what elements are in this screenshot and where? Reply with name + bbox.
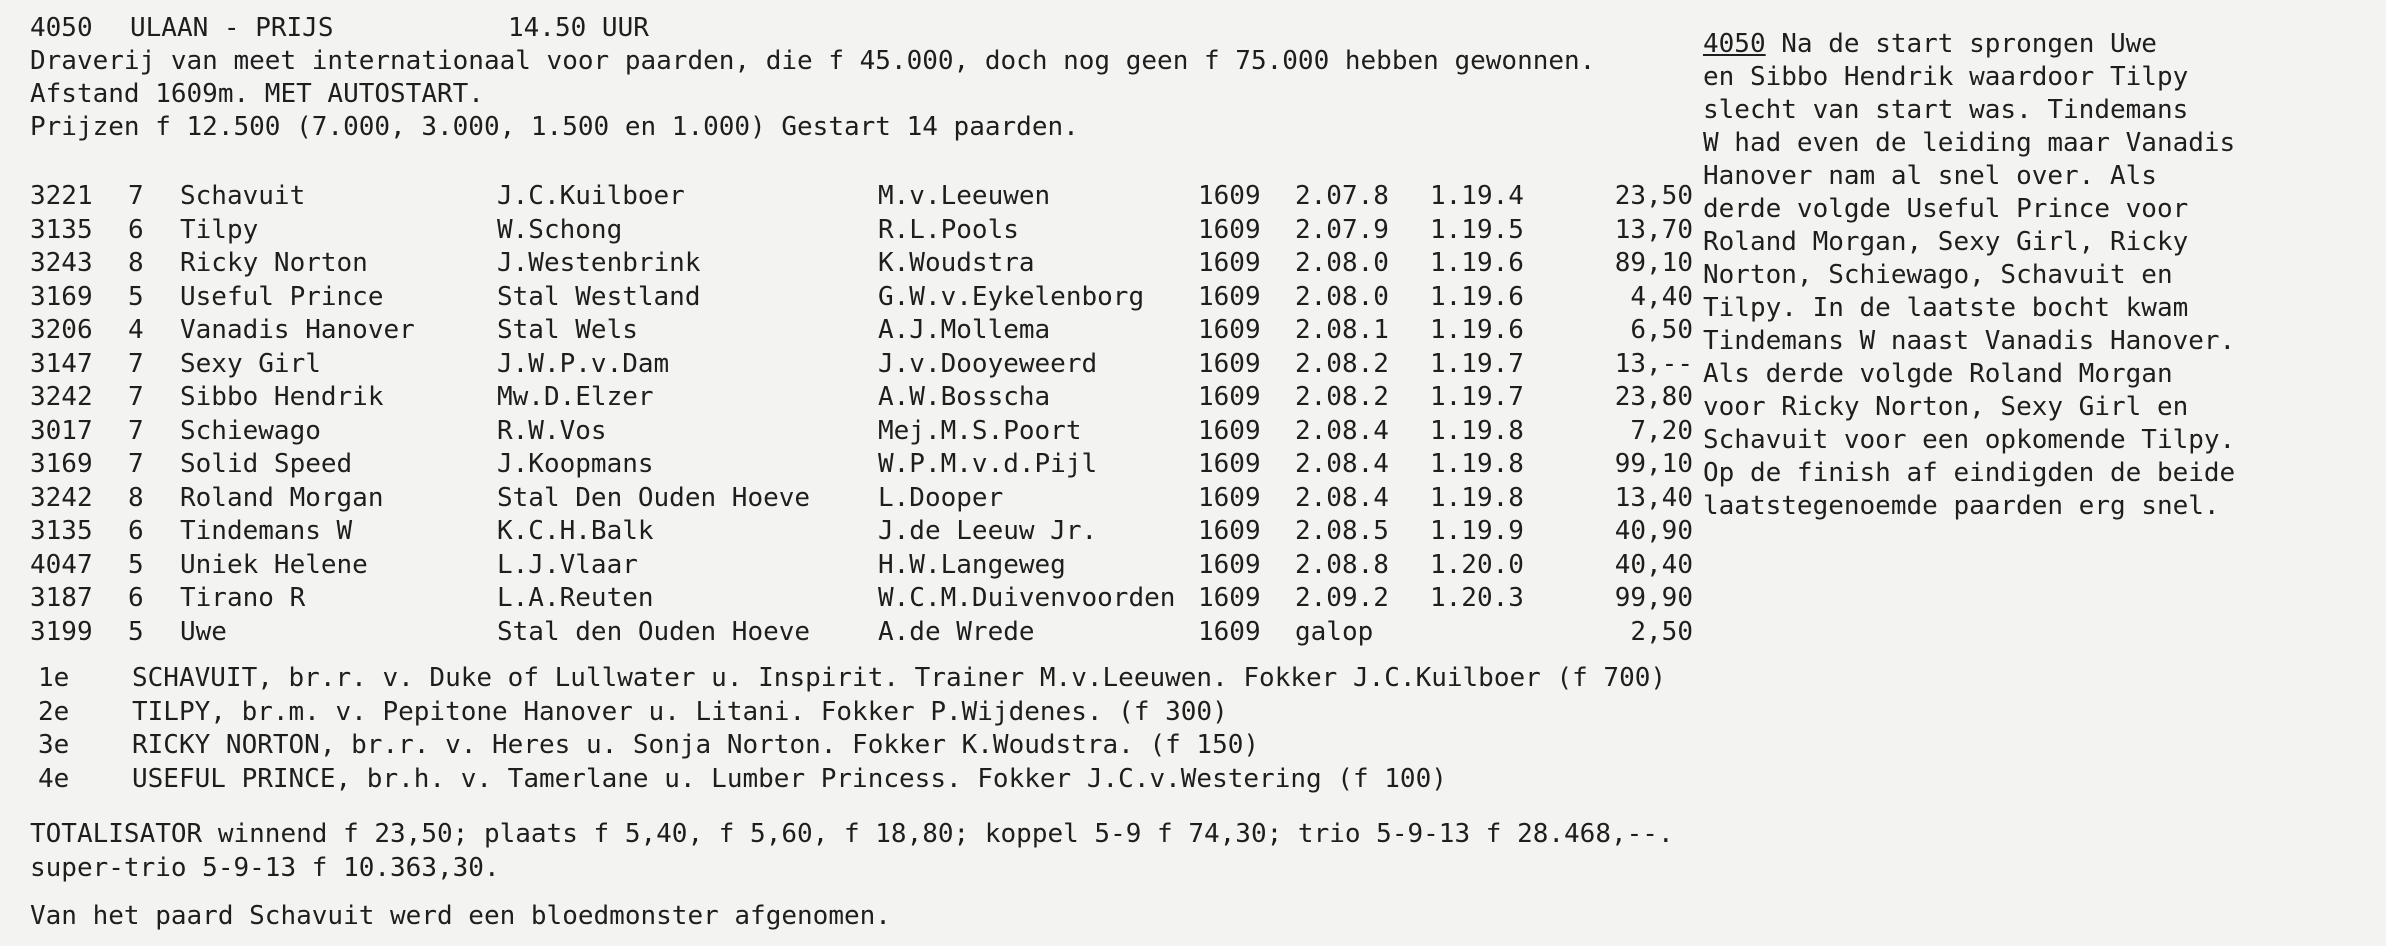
race-time: 14.50 UUR xyxy=(508,13,649,43)
result-odds: 13,70 xyxy=(1614,214,1693,245)
result-id: 3169 xyxy=(30,281,93,312)
result-time: 2.08.5 xyxy=(1295,516,1389,546)
race-number: 4050 xyxy=(30,13,93,43)
result-horse: Schavuit xyxy=(180,181,306,211)
commentary-line: laatstegenoemde paarden erg snel. xyxy=(1703,491,2220,521)
result-km-time: 1.20.0 xyxy=(1430,549,1524,580)
result-age: 5 xyxy=(128,549,144,580)
result-owner: Stal Den Ouden Hoeve xyxy=(497,482,811,513)
result-owner: Stal Westland xyxy=(497,281,701,312)
result-distance: 1609 xyxy=(1198,549,1261,580)
result-age: 8 xyxy=(128,482,144,513)
result-distance: 1609 xyxy=(1198,348,1261,379)
blood-sample-note: Van het paard Schavuit werd een bloedmonster afgenomen. xyxy=(30,901,891,931)
result-time: 2.09.2 xyxy=(1295,583,1389,613)
result-age: 6 xyxy=(128,214,144,245)
result-owner: J.C.Kuilboer xyxy=(497,181,685,211)
commentary-first-text: Na de start sprongen Uwe xyxy=(1765,29,2157,59)
result-age: 7 xyxy=(128,382,144,412)
result-km-time: 1.19.4 xyxy=(1430,181,1524,211)
result-driver: L.Dooper xyxy=(878,482,1004,513)
result-distance: 1609 xyxy=(1198,382,1261,412)
result-age: 7 xyxy=(128,348,144,379)
result-id: 3221 xyxy=(30,181,93,211)
result-horse: Roland Morgan xyxy=(180,482,384,513)
placing-position: 3e xyxy=(38,730,70,760)
result-id: 3187 xyxy=(30,583,93,613)
commentary-race-number: 4050 xyxy=(1703,29,1766,59)
commentary-first-line xyxy=(1703,28,2157,61)
result-owner: Stal den Ouden Hoeve xyxy=(497,616,811,647)
placing-description: SCHAVUIT, br.r. v. Duke of Lullwater u. Inspirit. Trainer M.v.Leeuwen. Fokker J.C.Kuilboer (f 700) xyxy=(132,663,1667,693)
result-odds: 40,40 xyxy=(1614,549,1693,580)
result-driver: R.L.Pools xyxy=(878,214,1019,245)
result-age: 7 xyxy=(128,415,144,446)
result-driver: A.W.Bosscha xyxy=(878,382,1051,412)
result-time: 2.08.0 xyxy=(1295,281,1389,312)
result-time: 2.08.8 xyxy=(1295,549,1389,580)
result-time: 2.08.4 xyxy=(1295,415,1389,446)
result-id: 3017 xyxy=(30,415,93,446)
result-distance: 1609 xyxy=(1198,616,1261,647)
result-owner: K.C.H.Balk xyxy=(497,516,654,546)
result-id: 3206 xyxy=(30,315,93,345)
result-horse: Useful Prince xyxy=(180,281,384,312)
result-horse: Solid Speed xyxy=(180,449,353,479)
result-age: 7 xyxy=(128,449,144,479)
race-name: ULAAN - PRIJS xyxy=(130,13,334,43)
result-odds: 4,40 xyxy=(1630,281,1693,312)
result-km-time: 1.19.6 xyxy=(1430,281,1524,312)
commentary-line: Tilpy. In de laatste bocht kwam xyxy=(1703,293,2189,323)
result-odds: 99,10 xyxy=(1614,449,1693,479)
result-time: 2.08.0 xyxy=(1295,248,1389,278)
result-time: galop xyxy=(1295,616,1374,647)
result-odds: 23,80 xyxy=(1614,382,1693,412)
result-odds: 6,50 xyxy=(1630,315,1693,345)
commentary-line: Hanover nam al snel over. Als xyxy=(1703,161,2157,191)
result-distance: 1609 xyxy=(1198,248,1261,278)
result-owner: J.W.P.v.Dam xyxy=(497,348,670,379)
commentary-line: Roland Morgan, Sexy Girl, Ricky xyxy=(1703,227,2189,257)
result-id: 3169 xyxy=(30,449,93,479)
result-age: 8 xyxy=(128,248,144,278)
commentary-line: Schavuit voor een opkomende Tilpy. xyxy=(1703,425,2236,455)
result-id: 3242 xyxy=(30,382,93,412)
result-time: 2.08.1 xyxy=(1295,315,1389,345)
result-horse: Sibbo Hendrik xyxy=(180,382,384,412)
result-id: 3242 xyxy=(30,482,93,513)
placing-description: USEFUL PRINCE, br.h. v. Tamerlane u. Lumber Princess. Fokker J.C.v.Westering (f 100) xyxy=(132,763,1447,794)
placing-position: 4e xyxy=(38,763,70,794)
result-distance: 1609 xyxy=(1198,281,1261,312)
result-horse: Ricky Norton xyxy=(180,248,368,278)
result-distance: 1609 xyxy=(1198,415,1261,446)
commentary-line: Tindemans W naast Vanadis Hanover. xyxy=(1703,326,2236,356)
result-driver: M.v.Leeuwen xyxy=(878,181,1051,211)
result-distance: 1609 xyxy=(1198,482,1261,513)
result-id: 3243 xyxy=(30,248,93,278)
result-age: 4 xyxy=(128,315,144,345)
result-time: 2.08.2 xyxy=(1295,348,1389,379)
result-km-time: 1.19.7 xyxy=(1430,382,1524,412)
result-odds: 40,90 xyxy=(1614,516,1693,546)
totalisator-line: TOTALISATOR winnend f 23,50; plaats f 5,40, f 5,60, f 18,80; koppel 5-9 f 74,30; trio 5-9-13 f 28.468,--. xyxy=(30,819,1674,849)
commentary-line: voor Ricky Norton, Sexy Girl en xyxy=(1703,392,2189,422)
result-owner: W.Schong xyxy=(497,214,623,245)
result-odds: 23,50 xyxy=(1614,181,1693,211)
result-odds: 2,50 xyxy=(1630,616,1693,647)
commentary-line: W had even de leiding maar Vanadis xyxy=(1703,128,2236,158)
result-horse: Tirano R xyxy=(180,583,306,613)
result-driver: A.J.Mollema xyxy=(878,315,1051,345)
result-time: 2.07.8 xyxy=(1295,181,1389,211)
result-odds: 89,10 xyxy=(1614,248,1693,278)
result-owner: J.Koopmans xyxy=(497,449,654,479)
race-distance: Afstand 1609m. MET AUTOSTART. xyxy=(30,79,484,109)
result-id: 3135 xyxy=(30,214,93,245)
result-id: 3199 xyxy=(30,616,93,647)
result-distance: 1609 xyxy=(1198,449,1261,479)
commentary-line: en Sibbo Hendrik waardoor Tilpy xyxy=(1703,62,2189,92)
result-age: 6 xyxy=(128,583,144,613)
result-age: 7 xyxy=(128,181,144,211)
result-driver: J.de Leeuw Jr. xyxy=(878,516,1098,546)
result-horse: Uniek Helene xyxy=(180,549,368,580)
commentary-line: slecht van start was. Tindemans xyxy=(1703,95,2189,125)
placing-description: TILPY, br.m. v. Pepitone Hanover u. Litani. Fokker P.Wijdenes. (f 300) xyxy=(132,696,1228,727)
commentary-line: Norton, Schiewago, Schavuit en xyxy=(1703,260,2173,290)
result-time: 2.07.9 xyxy=(1295,214,1389,245)
result-km-time: 1.19.6 xyxy=(1430,315,1524,345)
placing-position: 1e xyxy=(38,663,70,693)
commentary-line: derde volgde Useful Prince voor xyxy=(1703,194,2189,224)
result-horse: Uwe xyxy=(180,616,227,647)
result-horse: Tindemans W xyxy=(180,516,353,546)
result-age: 5 xyxy=(128,281,144,312)
result-driver: W.P.M.v.d.Pijl xyxy=(878,449,1098,479)
result-odds: 13,-- xyxy=(1614,348,1693,379)
result-owner: L.A.Reuten xyxy=(497,583,654,613)
result-id: 3135 xyxy=(30,516,93,546)
result-distance: 1609 xyxy=(1198,181,1261,211)
placing-description: RICKY NORTON, br.r. v. Heres u. Sonja Norton. Fokker K.Woudstra. (f 150) xyxy=(132,730,1260,760)
race-prizes: Prijzen f 12.500 (7.000, 3.000, 1.500 en 1.000) Gestart 14 paarden. xyxy=(30,112,1079,142)
result-owner: J.Westenbrink xyxy=(497,248,701,278)
result-owner: Stal Wels xyxy=(497,315,638,345)
result-horse: Schiewago xyxy=(180,415,321,446)
result-km-time: 1.19.8 xyxy=(1430,415,1524,446)
result-km-time: 1.19.8 xyxy=(1430,482,1524,513)
result-owner: L.J.Vlaar xyxy=(497,549,638,580)
race-conditions: Draverij van meet internationaal voor paarden, die f 45.000, doch nog geen f 75.000 hebben gewonnen. xyxy=(30,46,1596,76)
result-distance: 1609 xyxy=(1198,583,1261,613)
super-trio-line: super-trio 5-9-13 f 10.363,30. xyxy=(30,853,500,883)
result-driver: A.de Wrede xyxy=(878,616,1035,647)
result-distance: 1609 xyxy=(1198,516,1261,546)
result-age: 5 xyxy=(128,616,144,647)
result-horse: Sexy Girl xyxy=(180,348,321,379)
result-odds: 13,40 xyxy=(1614,482,1693,513)
result-time: 2.08.4 xyxy=(1295,449,1389,479)
placing-position: 2e xyxy=(38,696,70,727)
result-driver: H.W.Langeweg xyxy=(878,549,1066,580)
result-driver: W.C.M.Duivenvoorden xyxy=(878,583,1176,613)
result-horse: Vanadis Hanover xyxy=(180,315,415,345)
result-id: 3147 xyxy=(30,348,93,379)
result-km-time: 1.19.5 xyxy=(1430,214,1524,245)
result-odds: 99,90 xyxy=(1614,583,1693,613)
result-horse: Tilpy xyxy=(180,214,259,245)
result-time: 2.08.4 xyxy=(1295,482,1389,513)
result-km-time: 1.20.3 xyxy=(1430,583,1524,613)
result-odds: 7,20 xyxy=(1630,415,1693,446)
result-owner: R.W.Vos xyxy=(497,415,607,446)
result-km-time: 1.19.8 xyxy=(1430,449,1524,479)
result-owner: Mw.D.Elzer xyxy=(497,382,654,412)
result-distance: 1609 xyxy=(1198,214,1261,245)
result-time: 2.08.2 xyxy=(1295,382,1389,412)
result-km-time: 1.19.9 xyxy=(1430,516,1524,546)
result-driver: G.W.v.Eykelenborg xyxy=(878,281,1145,312)
result-age: 6 xyxy=(128,516,144,546)
result-km-time: 1.19.7 xyxy=(1430,348,1524,379)
commentary-line: Op de finish af eindigden de beide xyxy=(1703,458,2236,488)
result-id: 4047 xyxy=(30,549,93,580)
result-distance: 1609 xyxy=(1198,315,1261,345)
result-km-time: 1.19.6 xyxy=(1430,248,1524,278)
result-driver: K.Woudstra xyxy=(878,248,1035,278)
result-driver: J.v.Dooyeweerd xyxy=(878,348,1098,379)
commentary-line: Als derde volgde Roland Morgan xyxy=(1703,359,2173,389)
result-driver: Mej.M.S.Poort xyxy=(878,415,1082,446)
